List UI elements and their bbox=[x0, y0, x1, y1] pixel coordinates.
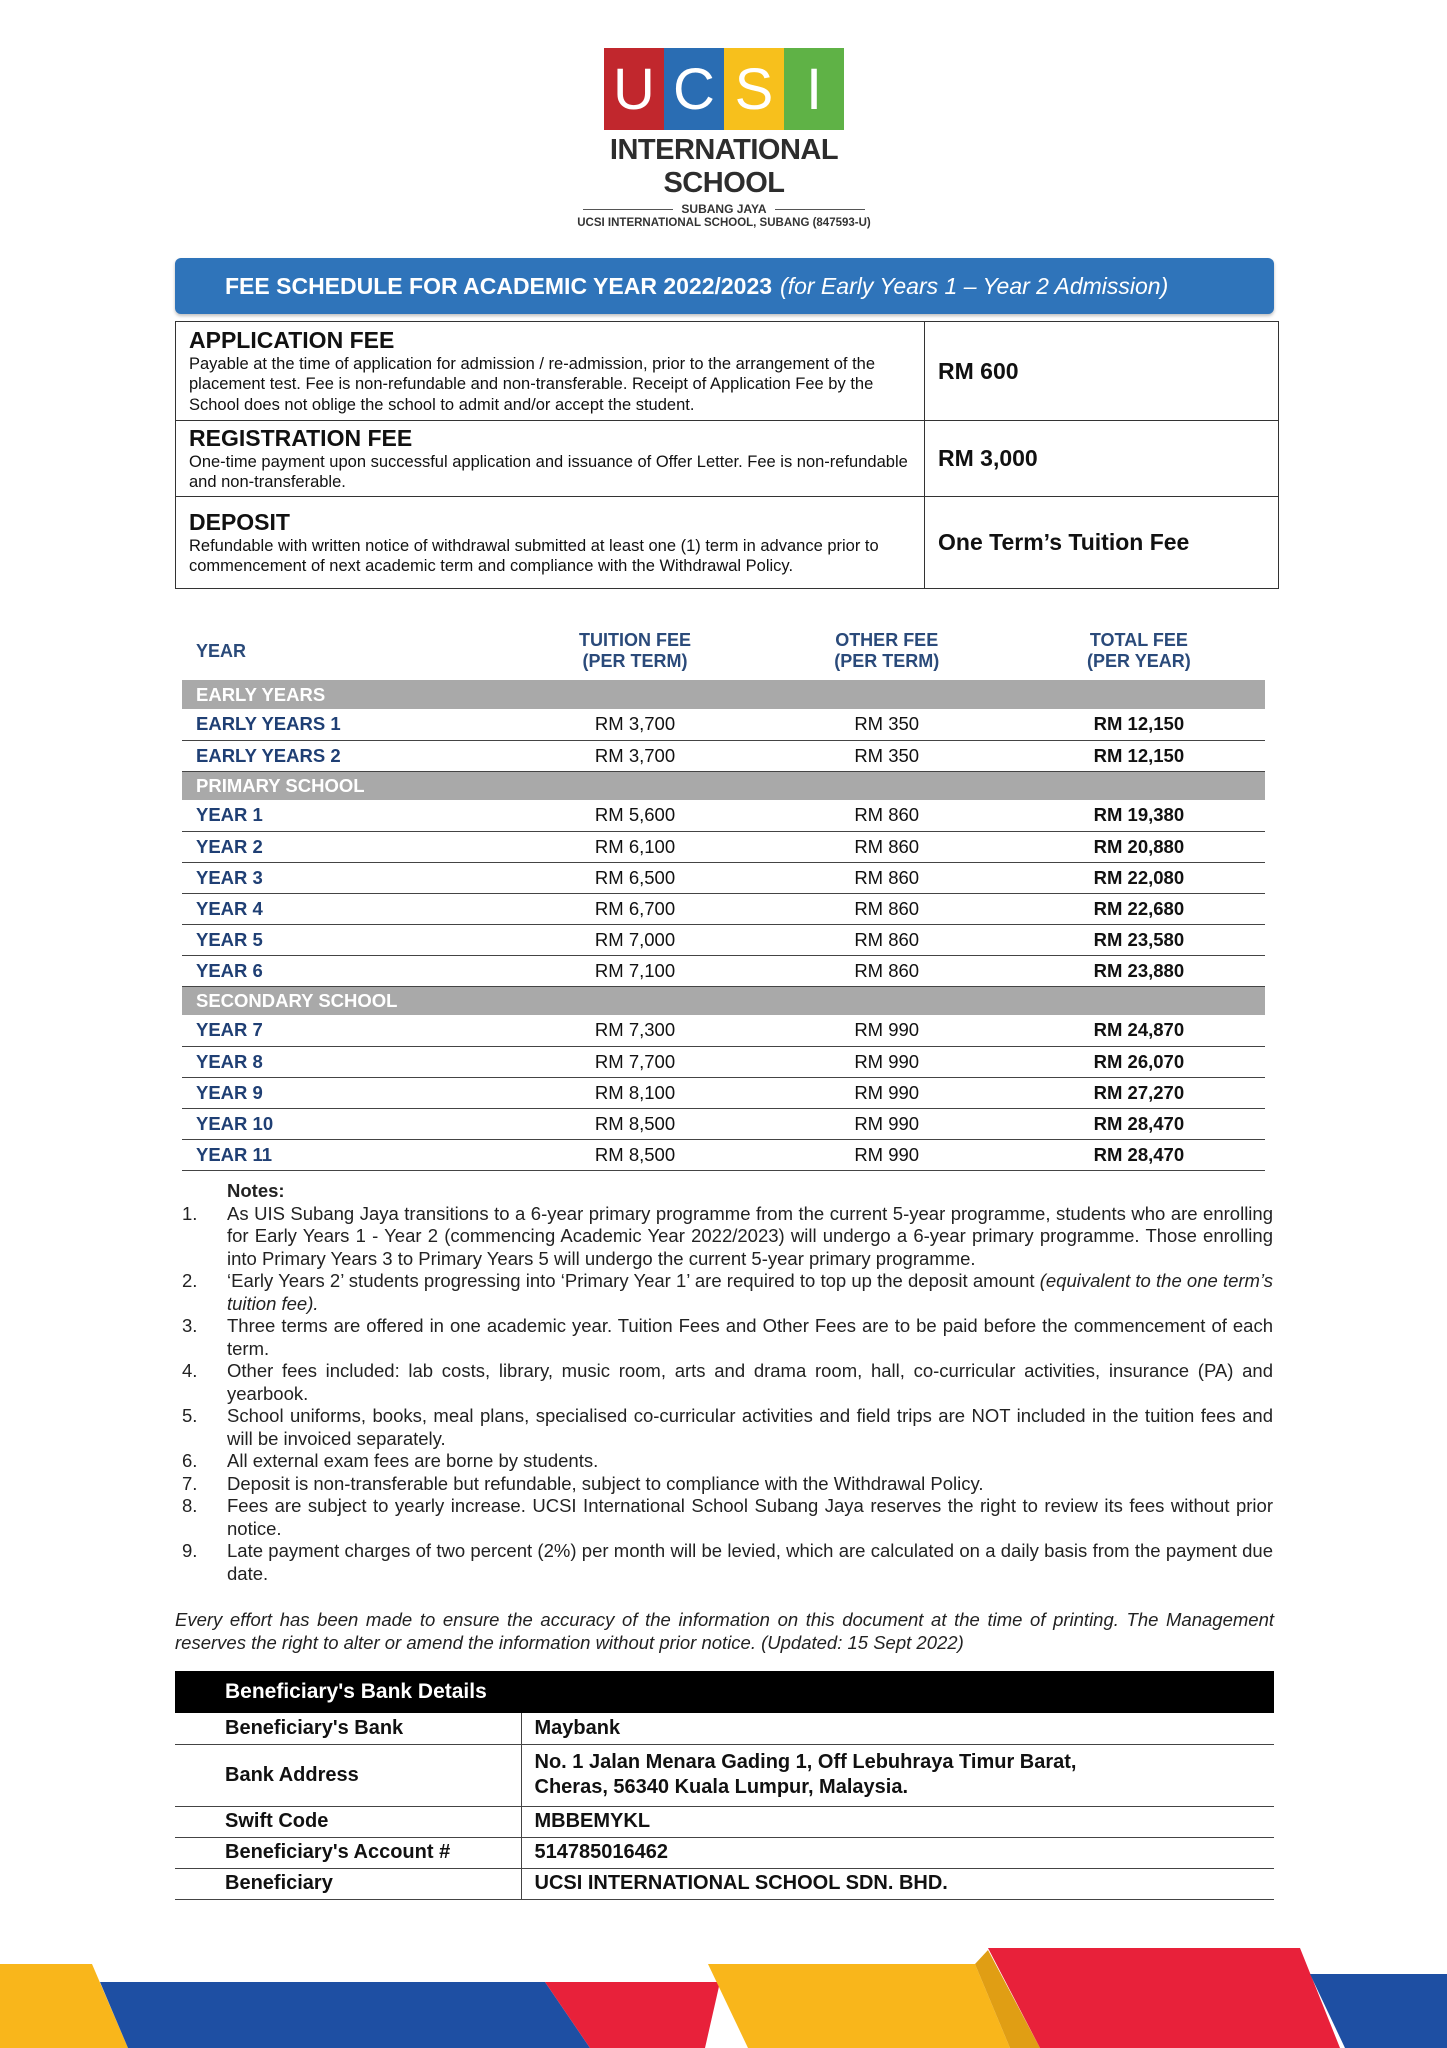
year-cell: YEAR 2 bbox=[182, 831, 509, 862]
notes-heading: Notes: bbox=[227, 1180, 285, 1201]
note-number: 7. bbox=[182, 1472, 198, 1494]
bank-row bbox=[175, 1713, 1274, 1744]
other-fee-cell: RM 990 bbox=[761, 1077, 1013, 1108]
tuition-cell: RM 8,500 bbox=[509, 1139, 760, 1170]
table-row bbox=[182, 1046, 1265, 1077]
fee-description bbox=[176, 497, 925, 589]
bank-value-line: MBBEMYKL bbox=[534, 1810, 651, 1832]
note-number: 3. bbox=[182, 1315, 198, 1336]
tuition-cell: RM 7,100 bbox=[509, 955, 760, 986]
table-row bbox=[182, 1139, 1265, 1170]
note-item bbox=[182, 1315, 1273, 1360]
note-italic-text: (equivalent to the one term’s tuition fee). bbox=[227, 1270, 1273, 1314]
note-text: Other fees included: lab costs, library, music room, arts and drama room, hall, co-curricular activities, insurance (PA) and yearbook. bbox=[227, 1360, 1273, 1404]
other-fee-cell: RM 860 bbox=[761, 862, 1013, 893]
banner-subtitle: (for Early Years 1 – Year 2 Admission) bbox=[780, 272, 1169, 299]
footer-yellow-stripe bbox=[0, 1964, 128, 2048]
year-cell: YEAR 8 bbox=[182, 1046, 509, 1077]
year-cell: YEAR 9 bbox=[182, 1077, 509, 1108]
other-fee-cell: RM 350 bbox=[761, 709, 1013, 740]
section-label: PRIMARY SCHOOL bbox=[182, 771, 1265, 800]
bank-value-line: Cheras, 56340 Kuala Lumpur, Malaysia. bbox=[534, 1776, 909, 1798]
year-cell: YEAR 4 bbox=[182, 893, 509, 924]
total-cell: RM 26,070 bbox=[1013, 1046, 1265, 1077]
total-cell: RM 28,470 bbox=[1013, 1139, 1265, 1170]
year-cell: EARLY YEARS 1 bbox=[182, 709, 509, 740]
bank-value-line: Maybank bbox=[534, 1716, 621, 1739]
note-text-wrap bbox=[227, 1360, 1273, 1405]
bank-label: Beneficiary's Account # bbox=[175, 1837, 521, 1868]
table-row bbox=[182, 740, 1265, 771]
section-row bbox=[182, 986, 1265, 1015]
logo-letter-u: U bbox=[604, 48, 664, 130]
year-cell: YEAR 11 bbox=[182, 1139, 509, 1170]
note-text-wrap bbox=[227, 1315, 1273, 1360]
year-cell: YEAR 3 bbox=[182, 862, 509, 893]
note-text: Late payment charges of two percent (2%) per month will be levied, which are calculated on a daily basis from the payment due date. bbox=[227, 1540, 1273, 1584]
registration-fee-row bbox=[176, 421, 1279, 497]
table-row bbox=[182, 1108, 1265, 1139]
footer-decoration bbox=[0, 1940, 1447, 2048]
deposit-row bbox=[176, 497, 1279, 589]
logo-letter-s: S bbox=[724, 48, 784, 130]
other-fee-cell: RM 350 bbox=[761, 740, 1013, 771]
tuition-cell: RM 7,300 bbox=[509, 1015, 760, 1046]
header-other-line1: OTHER FEE bbox=[835, 630, 939, 650]
note-item bbox=[182, 1203, 1273, 1271]
bank-value bbox=[521, 1713, 1274, 1744]
note-text: ‘Early Years 2’ students progressing into ‘Primary Year 1’ are required to top up the deposit amount bbox=[227, 1270, 1040, 1291]
note-text-wrap bbox=[227, 1270, 1273, 1315]
bank-value bbox=[521, 1744, 1274, 1806]
section-label: EARLY YEARS bbox=[182, 680, 1265, 709]
other-fee-cell: RM 860 bbox=[761, 924, 1013, 955]
note-text-wrap bbox=[227, 1540, 1273, 1585]
other-fee-cell: RM 860 bbox=[761, 831, 1013, 862]
total-cell: RM 19,380 bbox=[1013, 800, 1265, 831]
other-fee-cell: RM 990 bbox=[761, 1139, 1013, 1170]
logo-divider bbox=[775, 209, 865, 210]
tuition-cell: RM 8,100 bbox=[509, 1077, 760, 1108]
total-cell: RM 27,270 bbox=[1013, 1077, 1265, 1108]
logo-registration: UCSI INTERNATIONAL SCHOOL, SUBANG (847593-U) bbox=[577, 217, 871, 229]
total-cell: RM 23,580 bbox=[1013, 924, 1265, 955]
header-total-line1: TOTAL FEE bbox=[1089, 630, 1188, 650]
bank-value-line: No. 1 Jalan Menara Gading 1, Off Lebuhraya Timur Barat, bbox=[534, 1751, 1077, 1773]
year-cell: YEAR 1 bbox=[182, 800, 509, 831]
footer-yellow-stripe bbox=[708, 1964, 1010, 2048]
bank-label: Bank Address bbox=[175, 1744, 521, 1806]
bank-value-line: UCSI INTERNATIONAL SCHOOL SDN. BHD. bbox=[534, 1872, 948, 1894]
tuition-cell: RM 6,500 bbox=[509, 862, 760, 893]
fee-title: REGISTRATION FEE bbox=[189, 424, 413, 451]
section-label: SECONDARY SCHOOL bbox=[182, 986, 1265, 1015]
application-fee-row bbox=[176, 322, 1279, 421]
other-fee-cell: RM 860 bbox=[761, 955, 1013, 986]
tuition-cell: RM 6,700 bbox=[509, 893, 760, 924]
bank-label: Swift Code bbox=[175, 1806, 521, 1837]
bank-label: Beneficiary's Bank bbox=[175, 1713, 521, 1744]
bank-value-line: 514785016462 bbox=[534, 1841, 668, 1863]
total-cell: RM 23,880 bbox=[1013, 955, 1265, 986]
tuition-cell: RM 6,100 bbox=[509, 831, 760, 862]
note-item bbox=[182, 1360, 1273, 1405]
bank-value bbox=[521, 1806, 1274, 1837]
header-tuition-line2: (PER TERM) bbox=[582, 651, 688, 671]
bank-details-table bbox=[175, 1671, 1274, 1900]
tuition-cell: RM 5,600 bbox=[509, 800, 760, 831]
note-number: 6. bbox=[182, 1450, 198, 1471]
note-number: 8. bbox=[182, 1495, 198, 1516]
school-logo bbox=[566, 48, 882, 229]
header-other-line2: (PER TERM) bbox=[834, 651, 940, 671]
fee-amount: RM 3,000 bbox=[925, 421, 1279, 497]
note-text-wrap bbox=[227, 1495, 1273, 1540]
note-text: Deposit is non-transferable but refundable, subject to compliance with the Withdrawal Policy. bbox=[227, 1472, 984, 1494]
year-cell: YEAR 7 bbox=[182, 1015, 509, 1046]
other-fee-cell: RM 990 bbox=[761, 1015, 1013, 1046]
header-year: YEAR bbox=[196, 640, 247, 661]
total-cell: RM 20,880 bbox=[1013, 831, 1265, 862]
note-text-wrap bbox=[227, 1473, 1273, 1496]
table-row bbox=[182, 924, 1265, 955]
fee-text: Payable at the time of application for admission / re-admission, prior to the arrangement of the placement test. Fee is non-refundable and non-transferable. Receipt of Application Fee by the School does not oblige the school to admit and/or accept the student. bbox=[189, 354, 876, 414]
fee-title: APPLICATION FEE bbox=[189, 326, 395, 353]
note-text-wrap bbox=[227, 1450, 1273, 1473]
fee-description bbox=[176, 421, 925, 497]
note-item bbox=[182, 1495, 1273, 1540]
total-cell: RM 24,870 bbox=[1013, 1015, 1265, 1046]
other-fee-cell: RM 990 bbox=[761, 1108, 1013, 1139]
table-row bbox=[182, 955, 1265, 986]
note-number: 1. bbox=[182, 1202, 198, 1224]
logo-letter-i: I bbox=[784, 48, 844, 130]
table-header bbox=[182, 622, 1265, 680]
total-cell: RM 22,080 bbox=[1013, 862, 1265, 893]
year-cell: YEAR 5 bbox=[182, 924, 509, 955]
logo-letter-c: C bbox=[664, 48, 724, 130]
header-other bbox=[761, 622, 1013, 680]
table-row bbox=[182, 800, 1265, 831]
header-total-line2: (PER YEAR) bbox=[1087, 651, 1191, 671]
table-row bbox=[182, 1077, 1265, 1108]
other-fee-cell: RM 860 bbox=[761, 893, 1013, 924]
fee-amount: One Term’s Tuition Fee bbox=[925, 497, 1279, 589]
bank-row bbox=[175, 1868, 1274, 1899]
banner-title: FEE SCHEDULE FOR ACADEMIC YEAR 2022/2023 bbox=[225, 272, 773, 299]
logo-letter-blocks bbox=[566, 48, 882, 130]
fee-title: DEPOSIT bbox=[189, 508, 290, 535]
bank-heading: Beneficiary's Bank Details bbox=[175, 1671, 1274, 1713]
table-row bbox=[182, 1015, 1265, 1046]
bank-label: Beneficiary bbox=[175, 1868, 521, 1899]
tuition-cell: RM 8,500 bbox=[509, 1108, 760, 1139]
header-total bbox=[1013, 622, 1265, 680]
tuition-cell: RM 7,700 bbox=[509, 1046, 760, 1077]
logo-subtitle: SUBANG JAYA bbox=[681, 202, 767, 216]
bank-value bbox=[521, 1837, 1274, 1868]
note-number: 5. bbox=[182, 1405, 198, 1426]
bank-value bbox=[521, 1868, 1274, 1899]
table-row bbox=[182, 831, 1265, 862]
note-number: 2. bbox=[182, 1270, 198, 1291]
year-cell: YEAR 6 bbox=[182, 955, 509, 986]
notes-section bbox=[182, 1180, 1273, 1585]
note-item bbox=[182, 1450, 1273, 1473]
logo-divider bbox=[583, 209, 673, 210]
section-row bbox=[182, 771, 1265, 800]
other-fee-cell: RM 990 bbox=[761, 1046, 1013, 1077]
total-cell: RM 12,150 bbox=[1013, 709, 1265, 740]
fee-amount: RM 600 bbox=[925, 322, 1279, 421]
note-text: Three terms are offered in one academic year. Tuition Fees and Other Fees are to be paid before the commencement of each term. bbox=[227, 1315, 1273, 1359]
fee-text: One-time payment upon successful application and issuance of Offer Letter. Fee is non-refundable and non-transferable. bbox=[189, 452, 908, 491]
year-cell: YEAR 10 bbox=[182, 1108, 509, 1139]
note-text: As UIS Subang Jaya transitions to a 6-year primary programme from the current 5-year programme, students who are enrolling for Early Years 1 - Year 2 (commencing Academic Year 2022/2023) will undergo a 6-year primary programme. Those enrolling into Primary Years 3 to Primary Years 5 will undergo the current 5-year primary programme. bbox=[227, 1202, 1273, 1269]
note-text-wrap bbox=[227, 1203, 1273, 1271]
bank-row bbox=[175, 1837, 1274, 1868]
note-text: Fees are subject to yearly increase. UCSI International School Subang Jaya reserves the right to review its fees without prior notice. bbox=[227, 1495, 1273, 1539]
total-cell: RM 28,470 bbox=[1013, 1108, 1265, 1139]
table-row bbox=[182, 893, 1265, 924]
note-item bbox=[182, 1473, 1273, 1496]
year-cell: EARLY YEARS 2 bbox=[182, 740, 509, 771]
note-item bbox=[182, 1270, 1273, 1315]
fee-text: Refundable with written notice of withdrawal submitted at least one (1) term in advance prior to commencement of next academic term and compliance with the Withdrawal Policy. bbox=[189, 536, 879, 575]
bank-row bbox=[175, 1806, 1274, 1837]
note-item bbox=[182, 1540, 1273, 1585]
fee-table bbox=[175, 321, 1279, 589]
footer-red-stripe bbox=[988, 1948, 1340, 2048]
table-row bbox=[182, 709, 1265, 740]
note-text-wrap bbox=[227, 1405, 1273, 1450]
fee-schedule-banner bbox=[175, 258, 1274, 314]
note-text: School uniforms, books, meal plans, specialised co-curricular activities and field trips are NOT included in the tuition fees and will be invoiced separately. bbox=[227, 1405, 1273, 1449]
section-row bbox=[182, 680, 1265, 709]
table-row bbox=[182, 862, 1265, 893]
note-number: 9. bbox=[182, 1540, 198, 1561]
note-number: 4. bbox=[182, 1360, 198, 1381]
logo-title: INTERNATIONAL SCHOOL bbox=[609, 134, 839, 199]
other-fee-cell: RM 860 bbox=[761, 800, 1013, 831]
total-cell: RM 12,150 bbox=[1013, 740, 1265, 771]
tuition-cell: RM 3,700 bbox=[509, 709, 760, 740]
disclaimer: Every effort has been made to ensure the accuracy of the information on this document at the time of printing. The Management reserves the right to alter or amend the information without prior notice. (Updated: 15 Sept 2022) bbox=[175, 1609, 1274, 1653]
tuition-cell: RM 7,000 bbox=[509, 924, 760, 955]
bank-row bbox=[175, 1744, 1274, 1806]
footer-blue-stripe bbox=[100, 1982, 590, 2048]
total-cell: RM 22,680 bbox=[1013, 893, 1265, 924]
tuition-fee-table bbox=[182, 622, 1265, 1171]
header-tuition-line1: TUITION FEE bbox=[579, 630, 692, 650]
fee-description bbox=[176, 322, 925, 421]
note-item bbox=[182, 1405, 1273, 1450]
logo-subtitle-row bbox=[566, 202, 882, 216]
tuition-cell: RM 3,700 bbox=[509, 740, 760, 771]
note-text: All external exam fees are borne by students. bbox=[227, 1450, 599, 1471]
header-tuition bbox=[509, 622, 760, 680]
